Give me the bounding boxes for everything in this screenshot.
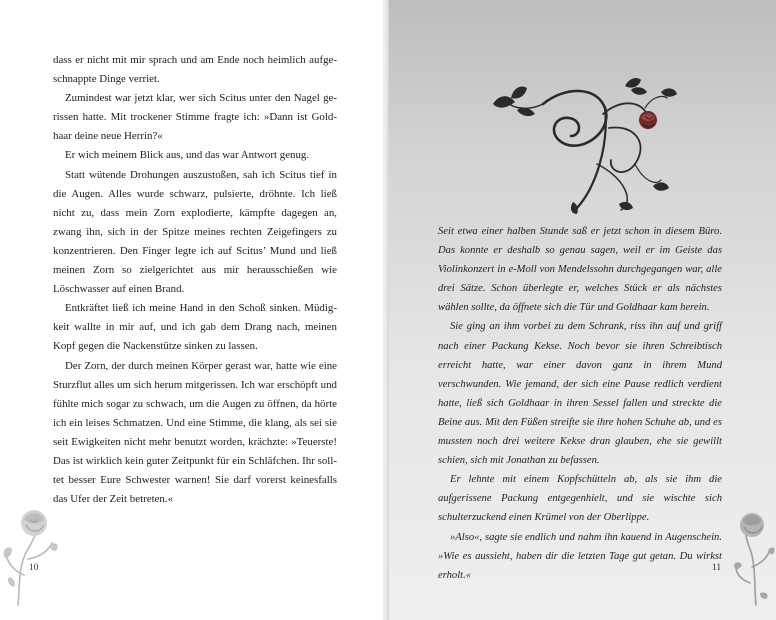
- paragraph: dass er nicht mit mir sprach und am Ende noch heimlich aufgeschnappte Dinge verriet.: [53, 54, 337, 86]
- paragraph: Entkräftet ließ ich meine Hand in den Schoß sinken. Müdigkeit wallte in mir auf, und ich gab dem Drang nach, meinen Kopf gegen die Nackenstütze sinken zu lassen.: [53, 302, 337, 353]
- paragraph: Er wich meinem Blick aus, und das war Antwort genug.: [65, 149, 310, 162]
- paragraph: Seit etwa einer halben Stunde saß er jetzt schon in diesem Büro. Das konnte er deshalb so genau sagen, weil er im Geiste das Violinkonzert in e-Moll von Mendelssohn durchgegangen war, alle drei Sätze. Schon überlegte er, welches Stück er als nächstes wählen sollte, da öffnete sich die Tür und Goldhaar kam herein.: [438, 226, 722, 314]
- right-page-text: [438, 222, 722, 585]
- rose-vine-ornament-icon: [485, 68, 685, 218]
- paragraph: Statt wütende Drohungen auszustoßen, sah ich Scitus tief in die Augen. Alles wurde schwarz, pulsierte, dröhnte. Ich ließ nicht zu, dass mein Zorn explodierte, kämpfte dagegen an, zwang ihn, sich in der Spitze meines rechten Zeigefingers zu konzentrieren. Den Finger legte ich auf Scitus’ Mund und ließ meinen Zorn so zielgerichtet aus mir herausschießen wie Löschwasser auf einen Brand.: [53, 168, 337, 296]
- paragraph: Zumindest war jetzt klar, wer sich Scitus unter den Nagel gerissen hatte. Mit trockener Stimme fragte ich: »Dann ist Goldhaar deine neue Herrin?«: [53, 92, 337, 143]
- paragraph: Der Zorn, der durch meinen Körper gerast war, hatte wie eine Sturzflut alles um sich herum mitgerissen. Ich war erschöpft und fühlte mich sogar zu schwach, um die Augen zu öffnen, da hörte ich ein leises Schmatzen. Und eine Stimme, die klang, als sei sie seit Ewigkeiten nicht mehr benutzt worden, krächzte: »Teuerste! Das ist wirklich kein guter Zeitpunkt für ein Schläfchen. Ihr solltet besser Eure Schwester warnen! Sie darf vorerst keinesfalls das Ufer der Zeit betreten.«: [53, 359, 337, 506]
- rose-branch-icon: [732, 505, 776, 610]
- paragraph: Er lehnte mit einem Kopfschütteln ab, als sie ihm die aufgerissene Packung entgegenhielt, und sie wischte sich schulterzuckend einen Krümel von der Oberlippe.: [438, 474, 722, 524]
- paragraph: »Also«, sagte sie endlich und nahm ihn kauend in Augenschein. »Wie es aussieht, haben dir die letzten Tage gut getan. Du wirkst erholt.«: [438, 531, 722, 581]
- rose-branch-icon: [0, 505, 60, 610]
- paragraph: Sie ging an ihm vorbei zu dem Schrank, riss ihn auf und griff nach einer Packung Kekse. Noch bevor sie ihren Schreibtisch erreicht hatte, war einer davon ganz in ihrem Mund verschwunden. Wie jemand, der sich eine Pause redlich verdient hatte, ließ sich Goldhaar in ihren Sessel fallen und streckte die Beine aus. Mit den Füßen streifte sie ihre hohen Schuhe ab, und es mussten noch drei weitere Kekse dran glauben, ehe sie gewillt schien, sich mit Jonathan zu befassen.: [438, 321, 722, 467]
- page-number-left: 10: [29, 563, 39, 573]
- left-page-text: [53, 51, 337, 509]
- page-number-right: 11: [712, 563, 722, 573]
